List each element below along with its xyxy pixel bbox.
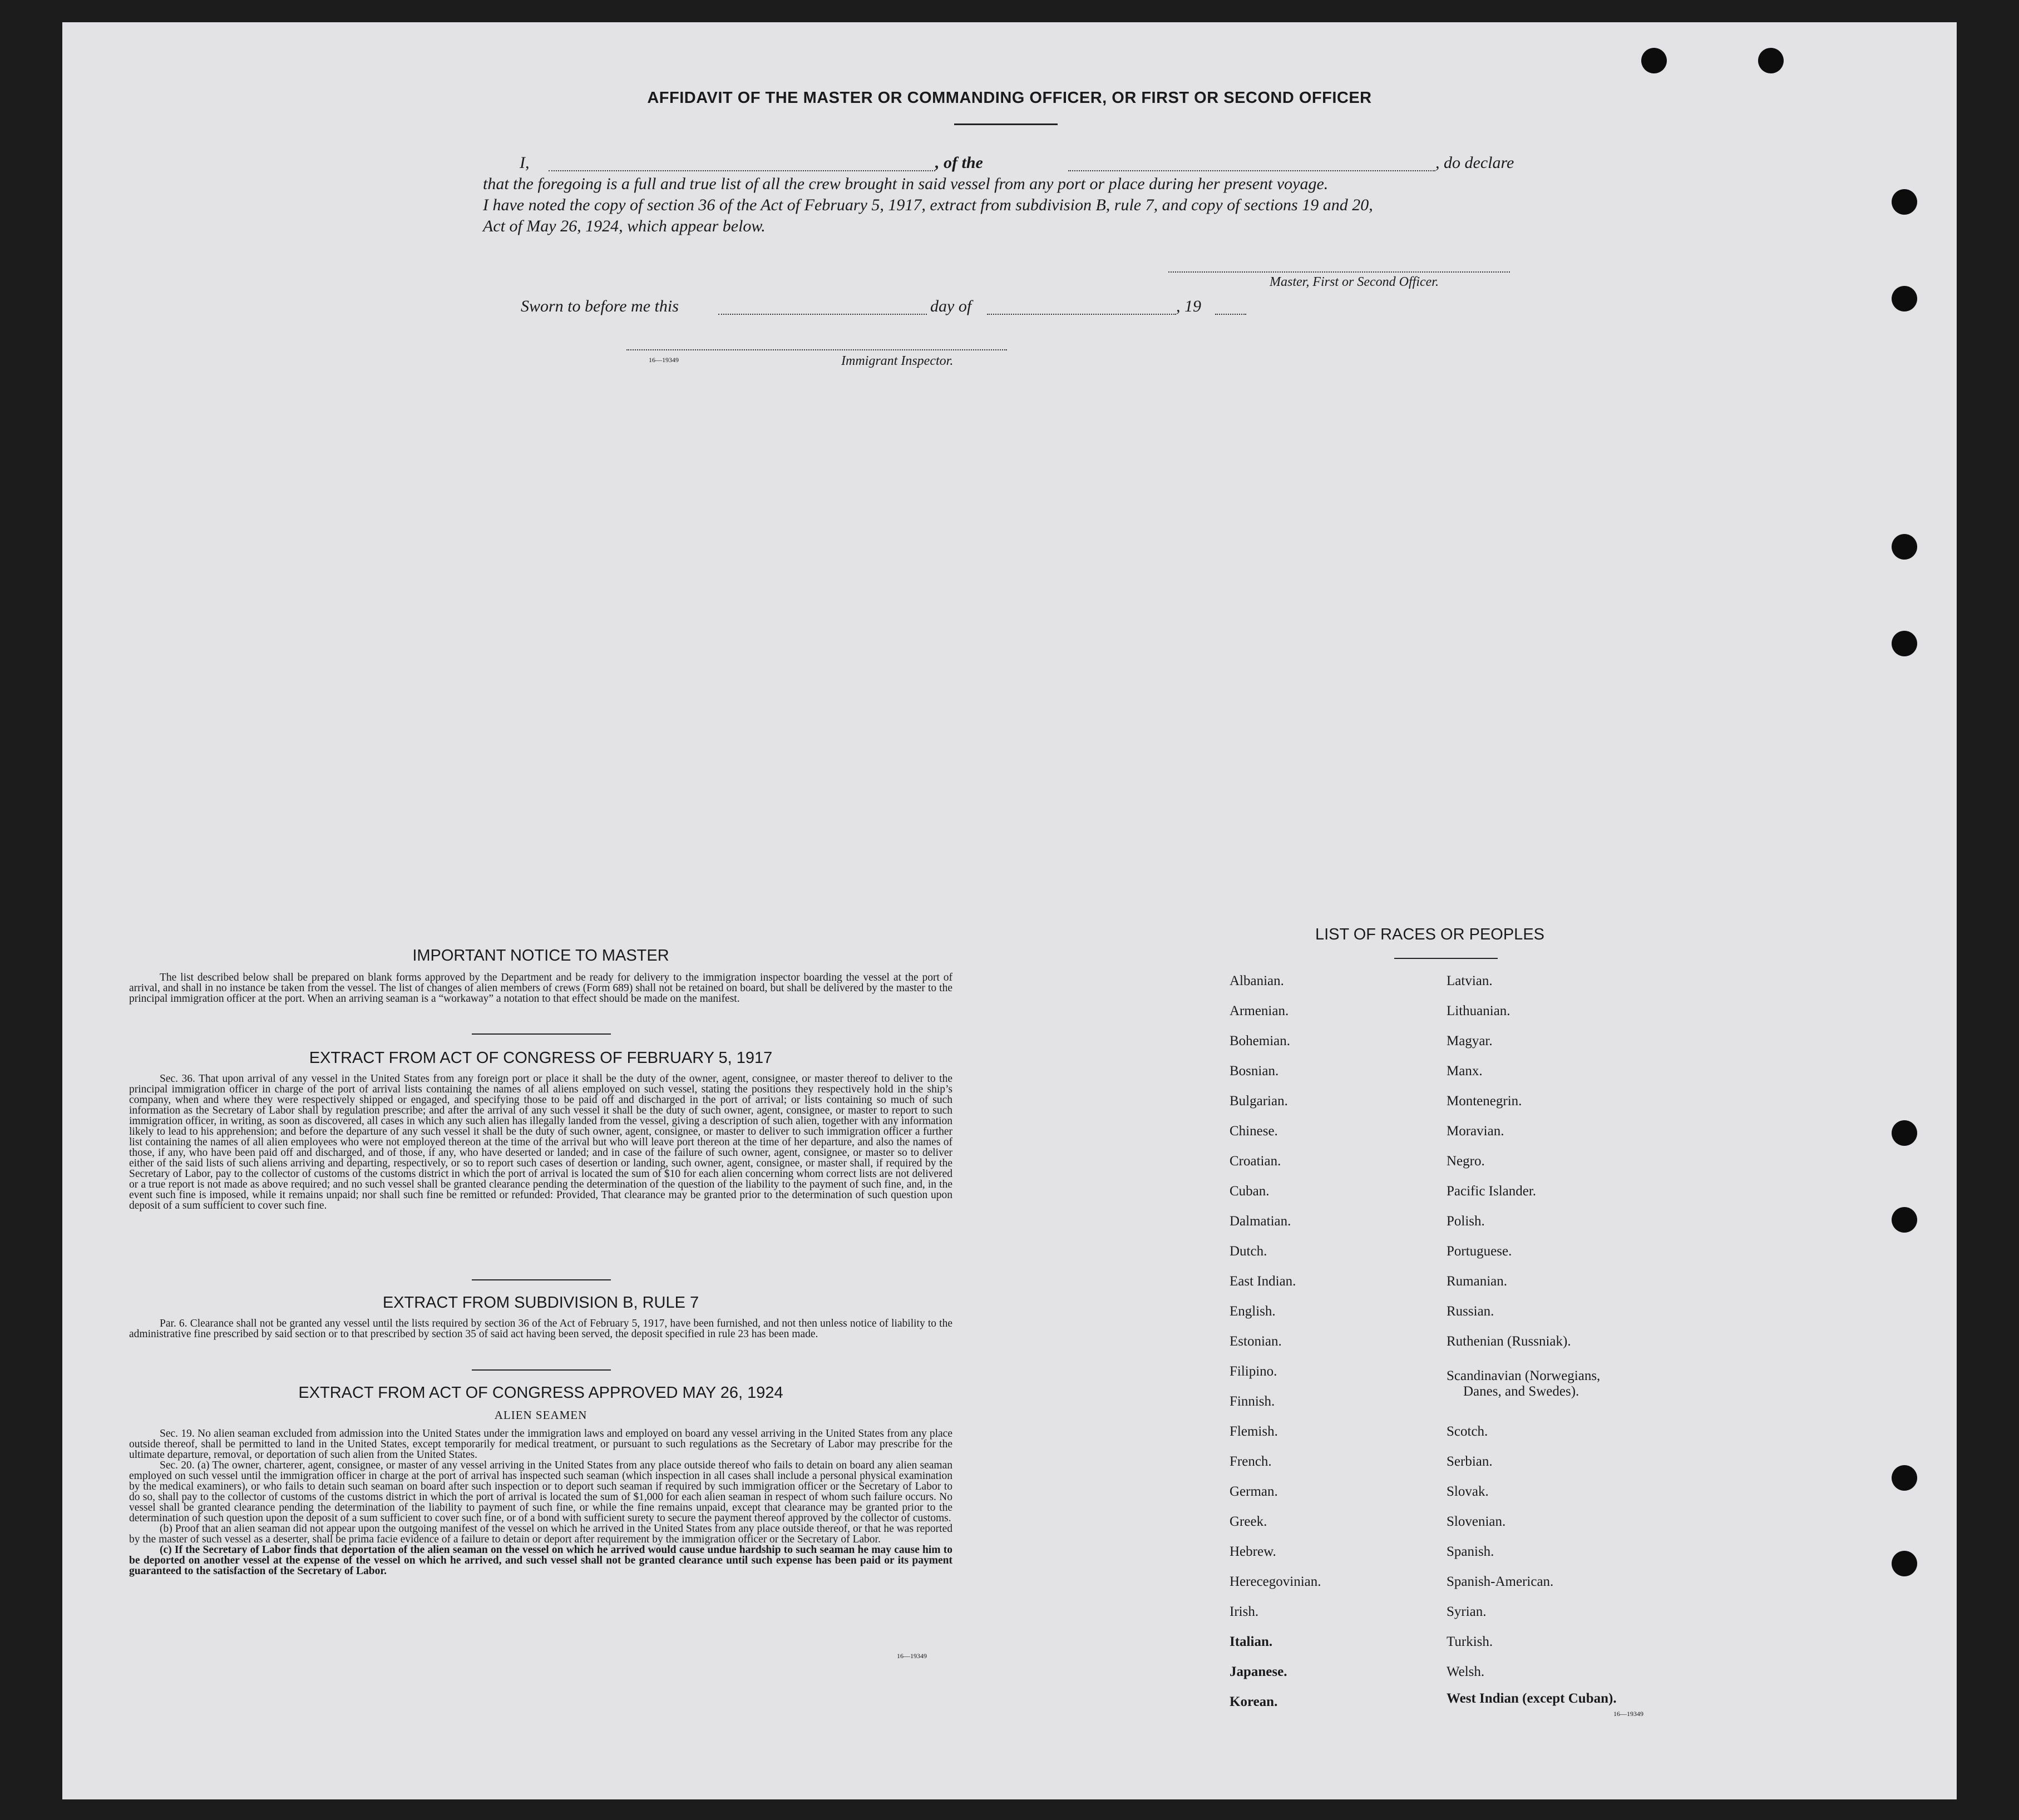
extract-rule7-title: EXTRACT FROM SUBDIVISION B, RULE 7 [382,1294,699,1312]
race-right: Rumanian. [1447,1274,1508,1289]
title-underline [954,123,1058,125]
race-left: East Indian. [1230,1274,1296,1289]
race-right: Spanish-American. [1447,1574,1554,1589]
punch-hole [1892,1551,1917,1576]
day-of-label: day of [930,297,972,315]
race-right: Portuguese. [1447,1244,1512,1259]
race-right: Slovenian. [1447,1514,1506,1529]
race-left: Irish. [1230,1604,1259,1619]
punch-hole [1892,534,1917,560]
affidavit-of-the-label: , of the [935,154,983,172]
race-left: Finnish. [1230,1394,1275,1409]
inspector-signature-line [626,349,1007,350]
section-20b-text: (b) Proof that an alien seaman did not appear upon the outgoing manifest of the vessel on which he arrived in the United States from any place outside thereof, or that he was reported by the master of such vessel as a deserter, shall be prima facie evidence of a failure to detain or deport after requirement by the immigration officer or the Secretary of Labor. [129,1523,952,1545]
master-signature-line [1168,271,1510,273]
extract-1917-text: Sec. 36. That upon arrival of any vessel in the United States from any foreign port or place it shall be the duty of the owner, agent, consignee, or master thereof to deliver to the principal immigration officer in charge of the port of arrival lists containing the names of all aliens employed on such vessel, stating the positions they respectively hold in the ship’s company, when and where they were respectively shipped or engaged, and specifying those to be paid off and discharged in the port of arrival; or lists containing so much of such information as the Secretary of Labor shall by regulation prescribe; and after the arrival of any such vessel it shall be the duty of such owner, agent, consignee, or master to report to such immigration officer, in writing, as soon as discovered, all cases in which any such alien has illegally landed from the vessel, giving a description of such alien, together with any information likely to lead to his apprehension; and before the departure of any such vessel it shall be the duty of such owner, agent, consignee, or master to deliver to such immigration officer a further list containing the names of all alien employees who were not employed thereon at the time of the arrival but who will leave port thereon at the time of her departure, and also the names of those, if any, who have been paid off and discharged, and of those, if any, who have deserted or landed; and in case of the failure of such owner, agent, consignee, or master so to deliver either of the said lists of such aliens arriving and departing, respectively, or so to report such cases of desertion or landing, such owner, agent, consignee, or master shall, if required by the Secretary of Labor, pay to the collector of customs of the customs district in which the port of arrival is located the sum of $10 for each alien concerning whom correct lists are not delivered or a true report is not made as above required; and no such vessel shall be granted clearance pending the determination of the question of the liability to the payment of such fine, and, in the event such fine is imposed, while it remains unpaid; nor shall such fine be remitted or refunded: Provided, That clearance may be granted prior to the determination of such question upon deposit of a sum sufficient to cover such fine. [129,1073,952,1211]
race-left: Korean. [1230,1694,1278,1709]
races-title-underline [1394,958,1498,959]
race-left: Flemish. [1230,1424,1278,1439]
race-left: Cuban. [1230,1184,1270,1199]
extract-rule7-text: Par. 6. Clearance shall not be granted any vessel until the lists required by section 36 of the Act of February 5, 1917, have been furnished, and not then unless notice of liability to the administrative fine prescribed by said section or to that prescribed by section 35 of said act having been served, the deposit specified in rule 23 has been made. [129,1318,952,1340]
race-right: Serbian. [1447,1454,1493,1469]
extract-1924-text [129,1428,952,1576]
affidavit-line-2: that the foregoing is a full and true list of all the crew brought in said vessel from any port or place during her present voyage. [483,175,1329,193]
name-blank [549,170,935,171]
races-form-number: 16—19349 [1613,1710,1643,1718]
affidavit-line-1 [483,154,1529,174]
affidavit-title: AFFIDAVIT OF THE MASTER OR COMMANDING OFFICER, OR FIRST OR SECOND OFFICER [647,89,1372,107]
affidavit-line-3: I have noted the copy of section 36 of the Act of February 5, 1917, extract from subdivision B, rule 7, and copy of sections 19 and 20, [483,196,1373,214]
sworn-day-blank [718,314,927,315]
races-title: LIST OF RACES OR PEOPLES [1315,926,1545,943]
master-caption: Master, First or Second Officer. [1270,275,1439,289]
race-right: Pacific Islander. [1447,1184,1537,1199]
race-right: Turkish. [1447,1634,1493,1649]
punch-hole [1758,48,1784,73]
punch-hole [1892,1207,1917,1233]
race-left: Dutch. [1230,1244,1267,1259]
race-right: Lithuanian. [1447,1003,1510,1018]
punch-hole [1892,1120,1917,1146]
race-right: Montenegrin. [1447,1094,1522,1109]
race-right: Scotch. [1447,1424,1488,1439]
race-right: Negro. [1447,1154,1485,1169]
race-right: Russian. [1447,1304,1494,1319]
race-left: Armenian. [1230,1003,1289,1018]
affidavit-declare-label: , do declare [1435,154,1514,172]
race-right: Moravian. [1447,1124,1504,1139]
extract-1924-title: EXTRACT FROM ACT OF CONGRESS APPROVED MAY 26, 1924 [298,1384,783,1402]
race-left: Dalmatian. [1230,1214,1291,1229]
punch-hole [1892,631,1917,656]
race-right: West Indian (except Cuban). [1447,1691,1617,1706]
race-left: Bohemian. [1230,1033,1291,1049]
race-left: French. [1230,1454,1272,1469]
alien-seamen-subtitle: ALIEN SEAMEN [494,1408,588,1422]
punch-hole [1892,286,1917,311]
extract-1917-title: EXTRACT FROM ACT OF CONGRESS OF FEBRUARY 5, 1917 [309,1049,773,1067]
race-left: Hebrew. [1230,1544,1276,1559]
race-right: Latvian. [1447,973,1493,988]
race-right: Polish. [1447,1214,1485,1229]
race-right: Welsh. [1447,1664,1485,1679]
section-20c-text: (c) If the Secretary of Labor finds that deportation of the alien seaman on the vessel on which he arrived would cause undue hardship to such seaman he may cause him to be deported on another vessel at the expense of the vessel on which he arrived, and such vessel shall not be granted clearance until such expense has been paid or its payment guaranteed to the satisfaction of the Secretary of Labor. [129,1544,952,1577]
year-label: , 19 [1176,297,1201,315]
race-left: Bosnian. [1230,1064,1279,1079]
section-divider [472,1033,611,1035]
notice-title: IMPORTANT NOTICE TO MASTER [412,947,669,965]
race-left: Herecegovinian. [1230,1574,1321,1589]
inspector-caption: Immigrant Inspector. [841,354,954,368]
sworn-month-blank [987,314,1176,315]
punch-hole [1641,48,1667,73]
sworn-year-blank [1215,314,1246,315]
race-left: Croatian. [1230,1154,1281,1169]
section-divider [472,1369,611,1371]
race-left: German. [1230,1484,1278,1499]
notice-text: The list described below shall be prepared on blank forms approved by the Department and be ready for delivery to the immigration inspector boarding the vessel at the port of arrival, and shall in no instance be taken from the vessel. The list of changes of alien members of crews (Form 689) shall not be retained on board, but shall be delivered by the master to the principal immigration officer at the port. When an arriving seaman is a “workaway” a notation to that effect should be made on the manifest. [129,972,952,1005]
race-right: Danes, and Swedes). [1463,1384,1579,1399]
extract-form-number: 16—19349 [897,1652,927,1660]
race-right: Syrian. [1447,1604,1487,1619]
affidavit-line-4: Act of May 26, 1924, which appear below. [483,217,766,235]
section-20a-text: Sec. 20. (a) The owner, charterer, agent, consignee, or master of any vessel arriving in the United States from any place outside thereof who fails to detain on board any alien seaman employed on such vessel until the immigration officer in charge at the port of arrival has inspected such seaman (which inspection in all cases shall include a personal physical examination by the medical examiners), or who fails to detain such seaman on board after such inspection or to deport such seaman if required by such immigration officer or the Secretary of Labor to do so, shall pay to the collector of customs of the customs district in which the port of arrival is located the sum of $1,000 for each alien seaman in respect of whom such failure occurs. No vessel shall be granted clearance pending the determination of the liability to payment of such fine, or while the fine remains unpaid, except that clearance may be granted prior to the determination of such question upon the deposit of a sum sufficient to cover such fine, or of a bond with sufficient surety to secure the payment thereof approved by the collector of customs. [129,1460,952,1524]
race-right: Slovak. [1447,1484,1489,1499]
race-left: Bulgarian. [1230,1094,1288,1109]
race-left: Albanian. [1230,973,1284,988]
race-right: Ruthenian (Russniak). [1447,1334,1571,1349]
race-right: Magyar. [1447,1033,1493,1049]
race-left: Italian. [1230,1634,1273,1649]
punch-hole [1892,189,1917,215]
race-right: Manx. [1447,1064,1483,1079]
race-left: Estonian. [1230,1334,1282,1349]
punch-hole [1892,1465,1917,1491]
race-left: Filipino. [1230,1364,1277,1379]
section-19-text: Sec. 19. No alien seaman excluded from admission into the United States under the immigration laws and employed on board any vessel arriving in the United States from any place outside thereof, shall be permitted to land in the United States, except temporarily for medical treatment, or pursuant to such regulations as the Secretary of Labor may prescribe for the ultimate departure, removal, or deportation of such alien from the United States. [129,1428,952,1461]
sworn-label: Sworn to before me this [521,297,679,315]
section-divider [472,1279,611,1280]
race-left: Japanese. [1230,1664,1287,1679]
race-right: Scandinavian (Norwegians, [1447,1368,1601,1383]
vessel-blank [1068,170,1435,171]
race-left: Chinese. [1230,1124,1278,1139]
race-left: English. [1230,1304,1276,1319]
race-right: Spanish. [1447,1544,1494,1559]
affidavit-i-label: I, [520,154,530,172]
race-left: Greek. [1230,1514,1267,1529]
affidavit-form-number: 16—19349 [649,356,679,364]
sworn-line [521,297,1300,317]
